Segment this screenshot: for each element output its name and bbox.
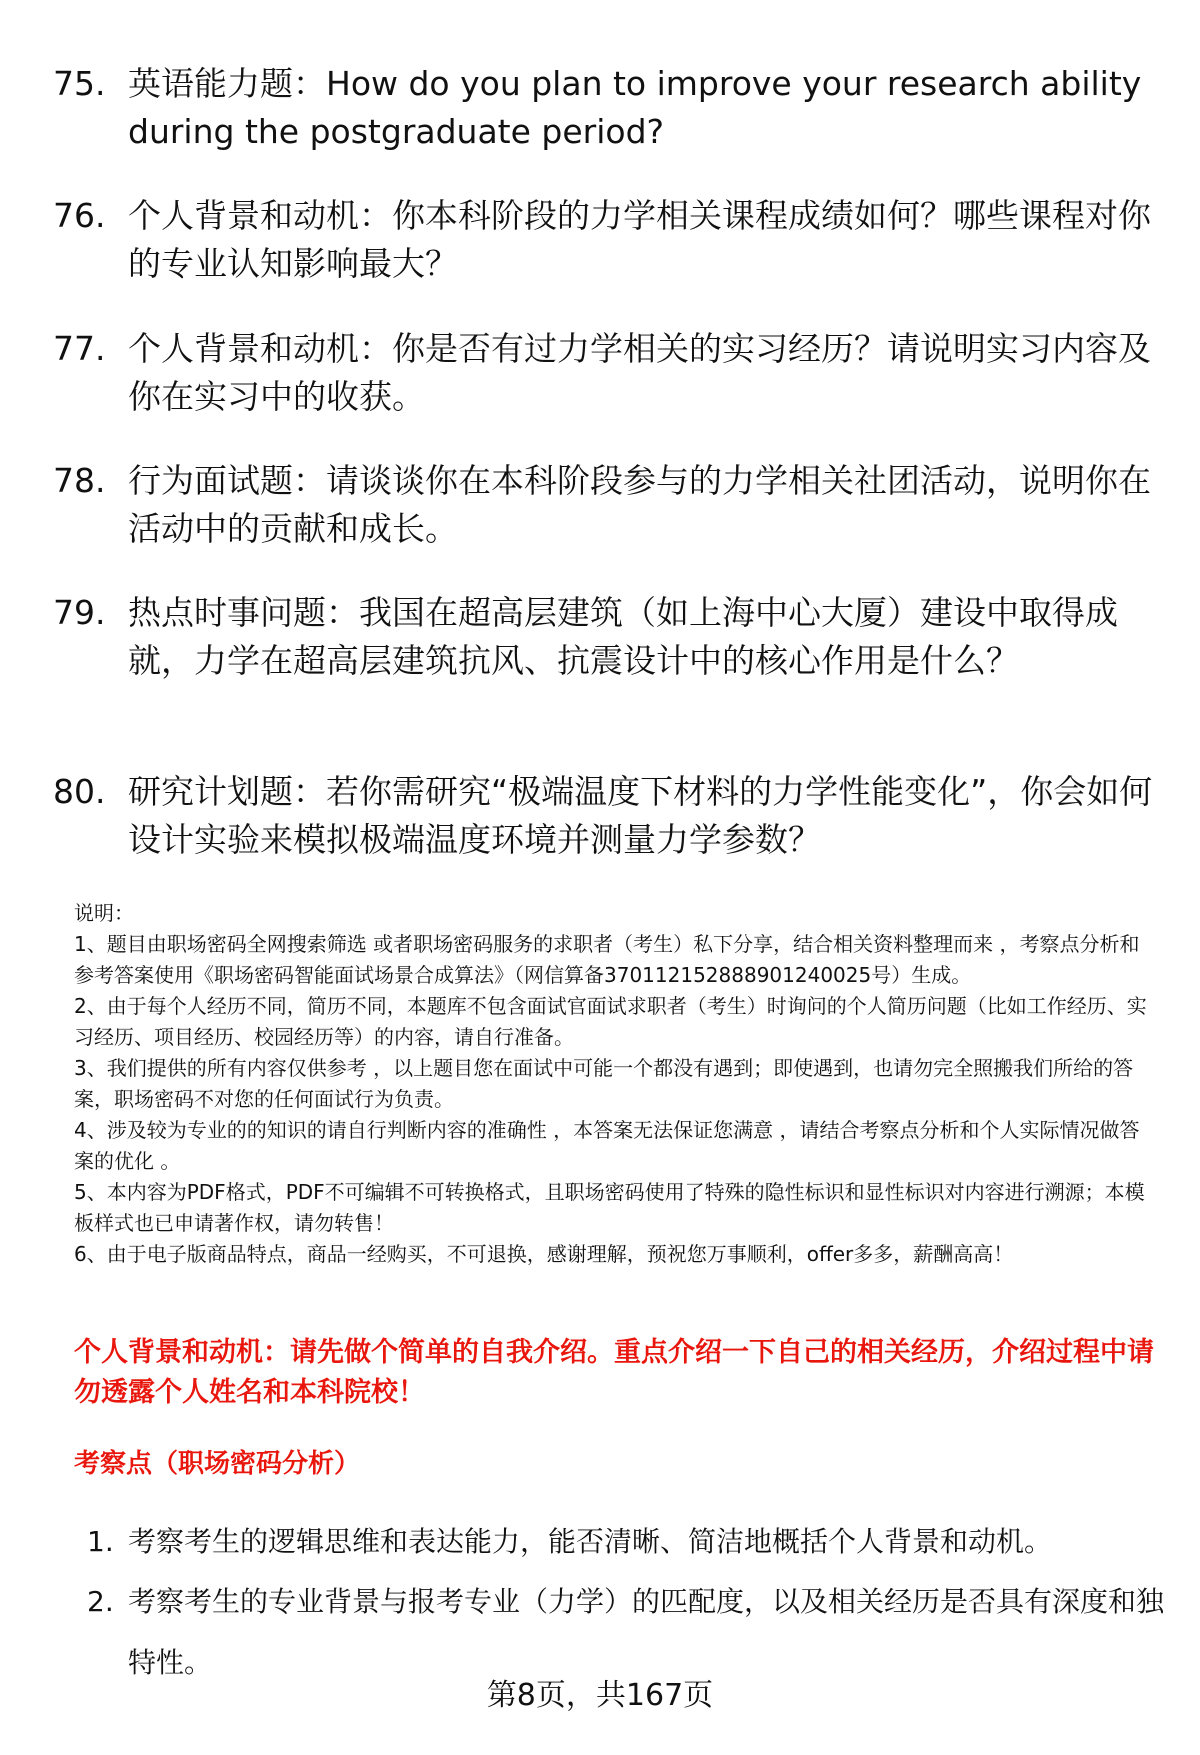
question-text: 英语能力题：How do you plan to improve your research ability during the postgraduate period? bbox=[128, 64, 1142, 151]
question-number: 79. bbox=[53, 593, 106, 632]
analysis-text: 考察考生的专业背景与报考专业（力学）的匹配度，以及相关经历是否具有深度和独特性。 bbox=[128, 1585, 1165, 1679]
analysis-item bbox=[87, 1511, 1167, 1572]
note-item: 3、我们提供的所有内容仅供参考 ，以上题目您在面试中可能一个都没有遇到；即使遇到，也请勿完全照搬我们所给的答案，职场密码不对您的任何面试行为负责。 bbox=[74, 1056, 1134, 1111]
question-text: 热点时事问题：我国在超高层建筑（如上海中心大厦）建设中取得成就，力学在超高层建筑抗风、抗震设计中的核心作用是什么？ bbox=[128, 593, 1118, 680]
notes-title: 说明： bbox=[74, 901, 134, 925]
question-77 bbox=[53, 325, 1163, 421]
question-78 bbox=[53, 457, 1163, 553]
question-number: 80. bbox=[53, 772, 106, 811]
analysis-number: 1. bbox=[87, 1525, 114, 1558]
analysis-number: 2. bbox=[87, 1585, 114, 1618]
question-number: 76. bbox=[53, 196, 106, 235]
question-text: 个人背景和动机：你是否有过力学相关的实习经历？请说明实习内容及你在实习中的收获。 bbox=[128, 329, 1151, 416]
disclaimer-notes bbox=[74, 898, 1159, 1270]
analysis-title: 考察点（职场密码分析） bbox=[74, 1449, 361, 1479]
question-79 bbox=[53, 589, 1163, 685]
note-item: 6、由于电子版商品特点，商品一经购买，不可退换，感谢理解，预祝您万事顺利，offer多多，薪酬高高！ bbox=[74, 1242, 1014, 1266]
question-number: 75. bbox=[53, 64, 106, 103]
note-item: 2、由于每个人经历不同，简历不同，本题库不包含面试官面试求职者（考生）时询问的个人简历问题（比如工作经历、实习经历、项目经历、校园经历等）的内容，请自行准备。 bbox=[74, 994, 1147, 1049]
question-text: 研究计划题：若你需研究“极端温度下材料的力学性能变化”，你会如何设计实验来模拟极端温度环境并测量力学参数？ bbox=[128, 772, 1153, 859]
question-80 bbox=[53, 768, 1163, 864]
question-number: 77. bbox=[53, 329, 106, 368]
note-item: 5、本内容为PDF格式，PDF不可编辑不可转换格式，且职场密码使用了特殊的隐性标识和显性标识对内容进行溯源；本模板样式也已申请著作权，请勿转售！ bbox=[74, 1180, 1145, 1235]
analysis-text: 考察考生的逻辑思维和表达能力，能否清晰、简洁地概括个人背景和动机。 bbox=[128, 1525, 1053, 1558]
question-number: 78. bbox=[53, 461, 106, 500]
question-76 bbox=[53, 192, 1163, 288]
note-item: 1、题目由职场密码全网搜索筛选 或者职场密码服务的求职者（考生）私下分享，结合相关资料整理而来 ，考察点分析和参考答案使用《职场密码智能面试场景合成算法》（网信算备370112152888901240025号）生成。 bbox=[74, 932, 1140, 987]
note-item: 4、涉及较为专业的的知识的请自行判断内容的准确性 ，本答案无法保证您满意 ，请结合考察点分析和个人实际情况做答案的优化 。 bbox=[74, 1118, 1140, 1173]
page-footer: 第8页，共167页 bbox=[486, 1678, 714, 1713]
analysis-item bbox=[87, 1571, 1167, 1693]
question-text: 行为面试题：请谈谈你在本科阶段参与的力学相关社团活动，说明你在活动中的贡献和成长。 bbox=[128, 461, 1151, 548]
question-75 bbox=[53, 60, 1163, 156]
question-text: 个人背景和动机：你本科阶段的力学相关课程成绩如何？哪些课程对你的专业认知影响最大？ bbox=[128, 196, 1151, 283]
highlight-question: 个人背景和动机：请先做个简单的自我介绍。重点介绍一下自己的相关经历，介绍过程中请勿透露个人姓名和本科院校！ bbox=[74, 1337, 1154, 1408]
